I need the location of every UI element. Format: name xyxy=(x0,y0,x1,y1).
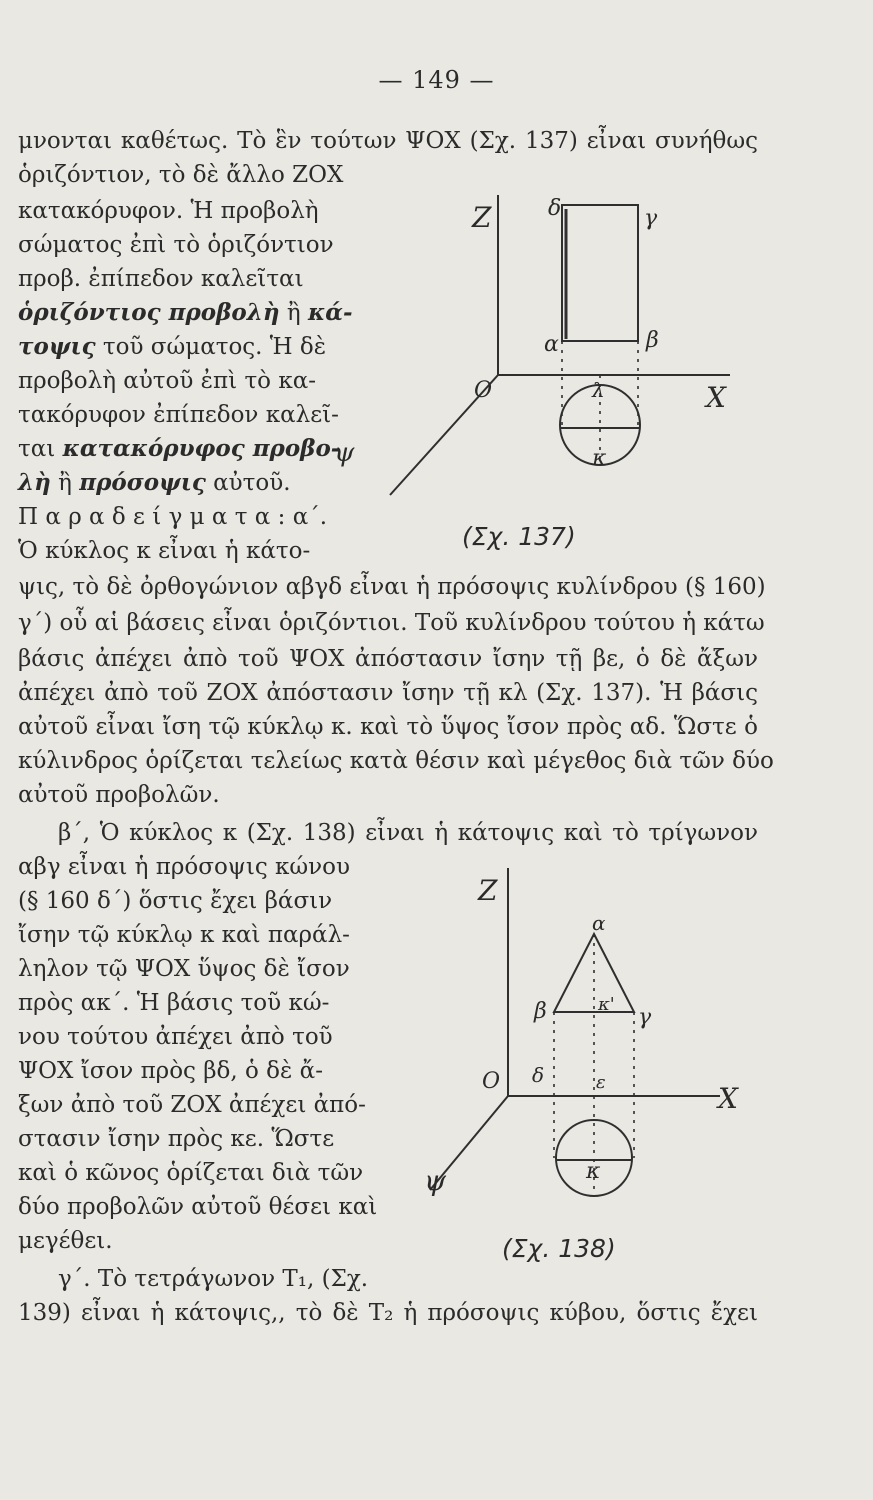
label-x: X xyxy=(706,381,726,414)
text-line: ληλον τῷ ΨΟΧ ὕψος δὲ ἴσον xyxy=(18,956,350,982)
label-beta: β xyxy=(534,999,547,1024)
text-line xyxy=(18,434,340,464)
label-kappa: κ xyxy=(586,1159,601,1184)
text-line: αβγ εἶναι ἡ πρόσοψις κώνου xyxy=(18,854,350,880)
page-number: — 149 — xyxy=(378,66,495,94)
label-alpha: α xyxy=(544,332,559,357)
text-span: αὐτοῦ. xyxy=(205,470,291,496)
text-line: κύλινδρος ὁρίζεται τελείως κατὰ θέσιν καὶ μέγεθος διὰ τῶν δύο xyxy=(18,748,774,774)
text-line: αὐτοῦ εἶναι ἴση τῷ κύκλῳ κ. καὶ τὸ ὕψος ἴσον πρὸς αδ. Ὥστε ὁ xyxy=(18,714,758,740)
text-line: καὶ ὁ κῶνος ὁρίζεται διὰ τῶν xyxy=(18,1160,364,1186)
figure-138 xyxy=(420,860,760,1210)
text-line: ἀπέχει ἀπὸ τοῦ ΖΟΧ ἀπόστασιν ἴσην τῇ κλ (Σχ. 137). Ἡ βάσις xyxy=(18,680,758,706)
text-line: γ΄) οὗ αἱ βάσεις εἶναι ὁριζόντιοι. Τοῦ κυλίνδρου τούτου ἡ κάτω xyxy=(18,610,765,636)
text-line xyxy=(18,298,352,328)
term-bold: ὁριζόντιος προβολὴ xyxy=(18,299,280,326)
text-line: ΨΟΧ ἴσον πρὸς βδ, ὁ δὲ ἄ- xyxy=(18,1058,323,1084)
term-bold: λὴ xyxy=(18,469,51,496)
text-line: κατακόρυφον. Ἡ προβολὴ xyxy=(18,198,319,224)
figure-137 xyxy=(330,175,750,505)
text-line xyxy=(18,332,326,362)
term-bold: τοψις xyxy=(18,333,96,360)
text-line: μνονται καθέτως. Τὸ ἓν τούτων ΨΟΧ (Σχ. 137) εἶναι συνήθως xyxy=(18,128,758,154)
label-beta: β xyxy=(646,328,659,353)
label-epsilon: ε xyxy=(596,1072,606,1093)
text-line: τακόρυφον ἐπίπεδον καλεῖ- xyxy=(18,402,339,428)
label-kappa-prime: κ' xyxy=(598,994,615,1015)
term-bold: πρόσοψις xyxy=(79,469,206,496)
text-line: ἴσην τῷ κύκλῳ κ καὶ παράλ- xyxy=(18,922,350,948)
label-alpha: α xyxy=(592,911,606,935)
text-line xyxy=(18,468,291,498)
term-bold: κά- xyxy=(308,299,353,326)
text-span: ται xyxy=(18,436,63,462)
text-line: Ὁ κύκλος κ εἶναι ἡ κάτο- xyxy=(18,538,311,564)
text-line: νου τούτου ἀπέχει ἀπὸ τοῦ xyxy=(18,1024,333,1050)
text-line: ὁριζόντιον, τὸ δὲ ἄλλο ΖΟΧ xyxy=(18,162,344,188)
label-psi: ψ xyxy=(424,1164,446,1197)
cylinder-front-view xyxy=(562,205,638,341)
text-line: γ΄. Τὸ τετράγωνον Τ₁, (Σχ. xyxy=(58,1266,369,1292)
text-line: βάσις ἀπέχει ἀπὸ τοῦ ΨΟΧ ἀπόστασιν ἴσην τῇ βε, ὁ δὲ ἄξων xyxy=(18,646,758,672)
text-line: μεγέθει. xyxy=(18,1228,113,1254)
label-z: Z xyxy=(478,874,498,907)
label-o: O xyxy=(482,1069,501,1094)
text-line: (§ 160 δ΄) ὅστις ἔχει βάσιν xyxy=(18,888,333,914)
text-line: προβολὴ αὐτοῦ ἐπὶ τὸ κα- xyxy=(18,368,317,394)
label-z: Z xyxy=(472,201,492,234)
text-line: στασιν ἴσην πρὸς κε. Ὥστε xyxy=(18,1126,335,1152)
text-line: Π α ρ α δ ε ί γ μ α τ α : α΄. xyxy=(18,504,328,530)
text-line: β΄, Ὁ κύκλος κ (Σχ. 138) εἶναι ἡ κάτοψις καὶ τὸ τρίγωνον xyxy=(58,820,758,846)
text-line: πρὸς ακ΄. Ἡ βάσις τοῦ κώ- xyxy=(18,990,330,1016)
label-gamma: γ xyxy=(638,1005,652,1030)
label-kappa: κ xyxy=(592,446,607,471)
label-gamma: γ xyxy=(644,206,658,231)
label-x: X xyxy=(718,1082,738,1115)
text-span: ἢ xyxy=(50,470,80,496)
text-line: 139) εἶναι ἡ κάτοψις,, τὸ δὲ Τ₂ ἡ πρόσοψις κύβου, ὅστις ἔχει xyxy=(18,1300,758,1326)
text-line: δύο προβολῶν αὐτοῦ θέσει καὶ xyxy=(18,1194,378,1220)
text-line: ψις, τὸ δὲ ὀρθογώνιον αβγδ εἶναι ἡ πρόσοψις κυλίνδρου (§ 160) xyxy=(18,574,766,600)
text-span: τοῦ σώματος. Ἡ δὲ xyxy=(95,334,327,360)
text-line: σώματος ἐπὶ τὸ ὁριζόντιον xyxy=(18,232,334,258)
cone-top-view xyxy=(556,1120,632,1196)
label-lambda: λ xyxy=(592,378,605,402)
text-line: αὐτοῦ προβολῶν. xyxy=(18,782,220,808)
figure-137-caption: (Σχ. 137) xyxy=(462,522,576,551)
text-span: ἢ xyxy=(279,300,308,326)
text-line: ξων ἀπὸ τοῦ ΖΟΧ ἀπέχει ἀπό- xyxy=(18,1092,366,1118)
label-psi: ψ xyxy=(334,438,355,468)
term-bold: κατακόρυφος προβο- xyxy=(62,435,341,462)
figure-138-caption: (Σχ. 138) xyxy=(502,1234,616,1263)
text-line: προβ. ἐπίπεδον καλεῖται xyxy=(18,266,304,292)
label-delta: δ xyxy=(532,1063,545,1087)
label-o: O xyxy=(474,378,493,403)
label-delta: δ xyxy=(548,196,562,221)
